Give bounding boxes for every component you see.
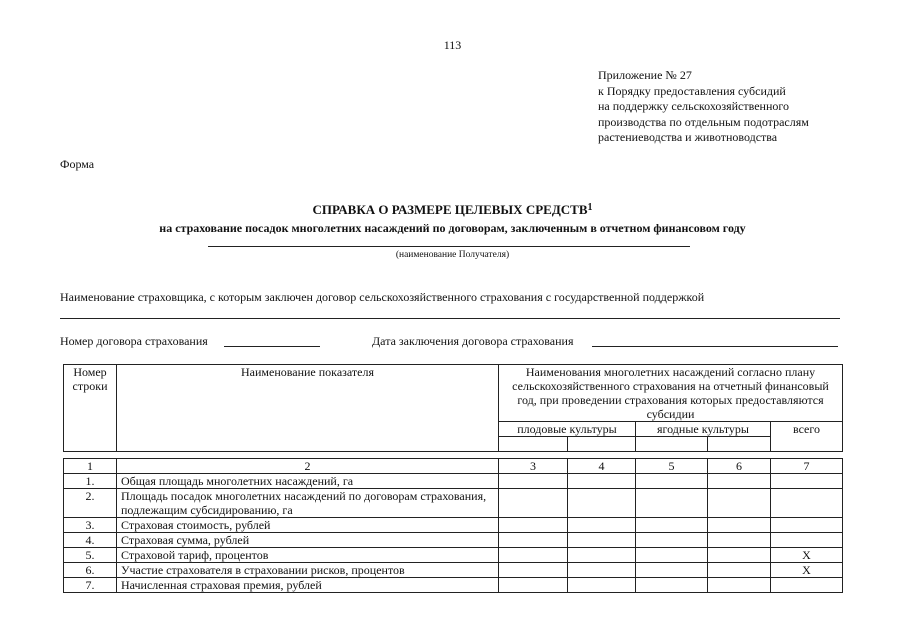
total-cell[interactable]	[771, 518, 843, 533]
value-cell[interactable]	[499, 578, 568, 593]
row-label: Участие страхователя в страховании рисков, процентов	[117, 563, 499, 578]
value-cell[interactable]	[568, 489, 636, 518]
row-label: Начисленная страховая премия, рублей	[117, 578, 499, 593]
document-title	[0, 202, 905, 218]
table-row	[64, 489, 843, 518]
insurer-label: Наименование страховщика, с которым заключен договор сельскохозяйственного страхования с государственной поддержкой	[60, 290, 705, 304]
title-text: СПРАВКА О РАЗМЕРЕ ЦЕЛЕВЫХ СРЕДСТВ	[312, 202, 588, 217]
appendix-note	[598, 68, 809, 146]
indicators-table	[63, 458, 843, 593]
value-cell[interactable]	[568, 533, 636, 548]
contract-date-line[interactable]	[592, 346, 838, 347]
header-sub-cell	[568, 437, 636, 452]
value-cell[interactable]	[499, 548, 568, 563]
total-cell: Х	[771, 563, 843, 578]
value-cell[interactable]	[568, 578, 636, 593]
row-label: Страховая сумма, рублей	[117, 533, 499, 548]
value-cell[interactable]	[499, 474, 568, 489]
header-indicator: Наименование показателя	[117, 365, 499, 452]
contract-date-label: Дата заключения договора страхования	[372, 334, 574, 348]
value-cell[interactable]	[636, 533, 708, 548]
header-fruit-crops: плодовые культуры	[499, 422, 636, 437]
column-number: 2	[117, 459, 499, 474]
row-label: Страховая стоимость, рублей	[117, 518, 499, 533]
page-number: 113	[443, 38, 462, 52]
table-row	[64, 578, 843, 593]
total-cell[interactable]	[771, 578, 843, 593]
appendix-line: производства по отдельным подотраслям	[598, 114, 809, 129]
recipient-caption: (наименование Получателя)	[395, 250, 510, 260]
row-number: 3.	[64, 518, 117, 533]
value-cell[interactable]	[636, 518, 708, 533]
column-number: 7	[771, 459, 843, 474]
row-number: 1.	[64, 474, 117, 489]
column-number: 3	[499, 459, 568, 474]
column-number: 6	[708, 459, 771, 474]
value-cell[interactable]	[568, 548, 636, 563]
value-cell[interactable]	[708, 548, 771, 563]
total-cell[interactable]	[771, 489, 843, 518]
appendix-line: к Порядку предоставления субсидий	[598, 83, 786, 98]
value-cell[interactable]	[708, 533, 771, 548]
value-cell[interactable]	[708, 474, 771, 489]
document-subtitle: на страхование посадок многолетних насаждений по договорам, заключенным в отчетном финансовом году	[159, 221, 746, 235]
value-cell[interactable]	[568, 518, 636, 533]
row-number: 4.	[64, 533, 117, 548]
recipient-name-line[interactable]	[208, 246, 690, 247]
value-cell[interactable]	[636, 489, 708, 518]
header-sub-cell	[499, 437, 568, 452]
form-label: Форма	[60, 157, 95, 171]
header-plantings: Наименования многолетних насаждений согласно плану сельскохозяйственного страхования на отчетный финансовый год, при проведении страхования которых предоставляются субсидии	[499, 365, 843, 422]
value-cell[interactable]	[568, 563, 636, 578]
value-cell[interactable]	[636, 474, 708, 489]
row-label: Страховой тариф, процентов	[117, 548, 499, 563]
column-number-row	[64, 459, 843, 474]
header-sub-cell	[708, 437, 771, 452]
header-berry-crops: ягодные культуры	[636, 422, 771, 437]
table-row	[64, 474, 843, 489]
row-number: 6.	[64, 563, 117, 578]
value-cell[interactable]	[499, 533, 568, 548]
value-cell[interactable]	[708, 578, 771, 593]
value-cell[interactable]	[636, 548, 708, 563]
value-cell[interactable]	[499, 489, 568, 518]
appendix-line: Приложение № 27	[598, 68, 692, 82]
value-cell[interactable]	[708, 563, 771, 578]
row-number: 5.	[64, 548, 117, 563]
value-cell[interactable]	[499, 563, 568, 578]
column-number: 4	[568, 459, 636, 474]
header-total: всего	[771, 422, 843, 452]
total-cell: Х	[771, 548, 843, 563]
contract-number-line[interactable]	[224, 346, 320, 347]
appendix-line: на поддержку сельскохозяйственного	[598, 99, 790, 113]
column-number: 5	[636, 459, 708, 474]
column-number: 1	[64, 459, 117, 474]
table-header	[63, 364, 843, 452]
appendix-line: растениеводства и животноводства	[598, 130, 778, 144]
value-cell[interactable]	[708, 518, 771, 533]
row-number: 2.	[64, 489, 117, 518]
contract-number-label: Номер договора страхования	[60, 334, 208, 348]
table-row	[64, 563, 843, 578]
header-sub-cell	[636, 437, 708, 452]
table-row	[64, 518, 843, 533]
footnote-mark: 1	[587, 202, 593, 213]
table-row	[64, 533, 843, 548]
value-cell[interactable]	[568, 474, 636, 489]
row-label: Площадь посадок многолетних насаждений по договорам страхования, подлежащим субсидированию, га	[117, 489, 499, 518]
value-cell[interactable]	[636, 578, 708, 593]
table-row	[64, 548, 843, 563]
row-label: Общая площадь многолетних насаждений, га	[117, 474, 499, 489]
value-cell[interactable]	[708, 489, 771, 518]
value-cell[interactable]	[499, 518, 568, 533]
value-cell[interactable]	[636, 563, 708, 578]
row-number: 7.	[64, 578, 117, 593]
header-row-number: Номер строки	[64, 365, 117, 452]
total-cell[interactable]	[771, 533, 843, 548]
insurer-name-line[interactable]	[60, 318, 840, 319]
total-cell[interactable]	[771, 474, 843, 489]
